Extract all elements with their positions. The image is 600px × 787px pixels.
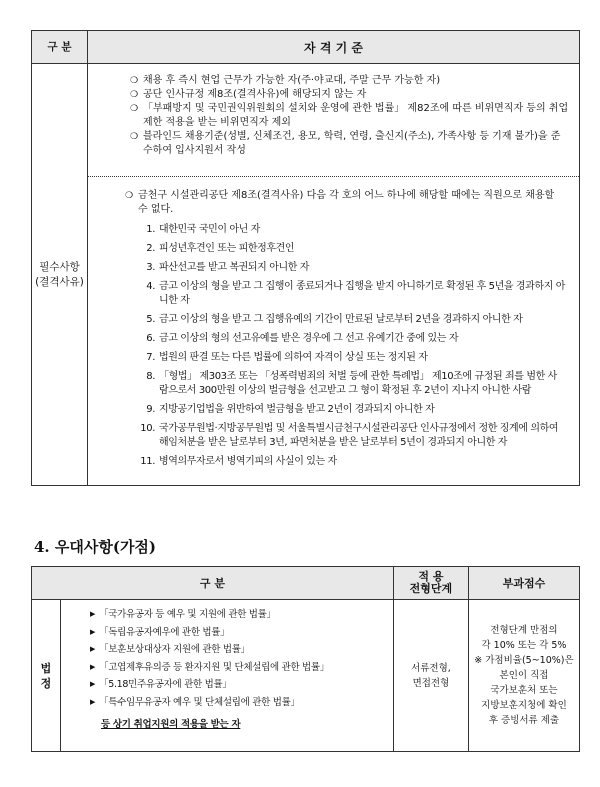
list-item: 6. 금고 이상의 형의 선고유예를 받은 경우에 그 선고 유예기간 중에 있는 자 [146, 333, 459, 344]
circle-bullet-icon: ❍ [130, 76, 139, 86]
triangle-bullet-icon: ▶ [90, 645, 96, 653]
header-stage [393, 567, 468, 600]
header-stage-line1: 적 용 [418, 570, 444, 583]
requirements-section [88, 64, 579, 177]
points-line: 지방보훈지청에 확인 [481, 700, 567, 711]
requirement-bullet: ❍ 채용 후 즉시 현업 근무가 가능한 자(주·야교대, 주말 근무 가능한 자) [130, 75, 441, 86]
header-criteria: 자 격 기 준 [88, 31, 580, 64]
header-category: 구 분 [32, 567, 394, 600]
row-label-line2: (결격사유) [35, 275, 84, 288]
row-label [32, 64, 88, 486]
list-item: 1. 대한민국 국민이 아닌 자 [146, 224, 260, 235]
list-item: 8. 「형법」 제303조 또는 「성폭력범죄의 처벌 등에 관한 특례법」 제10조에 규정된 죄를 범한 사람으로서 300만원 이상의 벌금형을 선고받고 그 형이 확정된 후 2년이 지나지 아니한 사람 [146, 371, 557, 396]
list-item: 11. 병역의무자로서 병역기피의 사실이 있는 자 [140, 456, 337, 467]
list-item: 3. 파산선고를 받고 복권되지 아니한 자 [146, 262, 310, 273]
list-item: 4. 금고 이상의 형을 받고 그 집행이 종료되거나 집행을 받지 아니하기로 확정된 후 5년을 경과하지 아니한 자 [146, 281, 566, 306]
header-stage-line2: 전형단계 [409, 582, 453, 595]
list-item: 2. 피성년후견인 또는 피한정후견인 [146, 243, 295, 254]
list-item: 9. 지방공기업법을 위반하여 벌금형을 받고 2년이 경과되지 아니한 자 [146, 404, 435, 415]
circle-bullet-icon: ❍ [130, 104, 139, 114]
points-line: 각 10% 또는 각 5% [481, 640, 567, 651]
circle-bullet-icon: ❍ [125, 191, 134, 201]
triangle-bullet-icon: ▶ [90, 610, 96, 618]
points-line: 국가보훈처 또는 [490, 685, 558, 696]
points-line: 후 증빙서류 제출 [488, 715, 560, 726]
list-item: ▶ 「독립유공자예우에 관한 법률」 [99, 624, 389, 642]
points-line: ※ 가점비율(5~10%)은 [474, 655, 574, 666]
triangle-bullet-icon: ▶ [90, 680, 96, 688]
points-line: 본인이 직접 [499, 670, 549, 681]
row-label-line1: 필수사항 [39, 260, 80, 273]
row-label-1: 법 [40, 661, 52, 675]
triangle-bullet-icon: ▶ [90, 662, 96, 671]
circle-bullet-icon: ❍ [130, 132, 139, 142]
list-item: 10. 국가공무원법·지방공무원법 및 서울특별시금천구시설관리공단 인사규정에서 정한 징계에 의하여 해임처분을 받은 날로부터 3년, 파면처분을 받은 날로부터 5년이 경과되지 아니한 자 [140, 423, 559, 448]
stage-line1: 서류전형, [411, 662, 451, 674]
triangle-bullet-icon: ▶ [90, 627, 96, 636]
list-item: ▶ 「국가유공자 등 예우 및 지원에 관한 법률」 [99, 606, 389, 624]
list-item: ▶ 「특수임무유공자 예우 및 단체설립에 관한 법률」 [99, 694, 389, 712]
section-4-title: 4. 우대사항(가점) [34, 538, 157, 556]
disqualification-intro: ❍ 금천구 시설관리공단 제8조(결격사유) 다음 각 호의 어느 하나에 해당할 때에는 직원으로 채용할 수 없다. [125, 190, 555, 215]
criteria-content [88, 64, 580, 486]
triangle-bullet-icon: ▶ [90, 697, 96, 706]
header-points: 부과점수 [468, 567, 579, 600]
list-item: ▶ 「고엽제후유의증 등 환자지원 및 단체설립에 관한 법률」 [99, 659, 389, 677]
qualification-table [31, 30, 580, 486]
points-cell [468, 600, 579, 752]
header-category: 구 분 [32, 31, 88, 64]
stage-line2: 면접전형 [412, 677, 450, 689]
list-item: ▶ 「보훈보상대상자 지원에 관한 법률」 [99, 641, 389, 659]
stage-cell [393, 600, 468, 752]
circle-bullet-icon: ❍ [130, 90, 139, 100]
disqualification-section [88, 177, 579, 485]
row-label-2: 정 [40, 676, 52, 690]
law-list [61, 600, 394, 752]
row-label [32, 600, 61, 752]
points-line: 전형단계 만점의 [490, 625, 558, 636]
requirement-bullet: ❍ 「부패방지 및 국민권익위원회의 설치와 운영에 관한 법률」 제82조에 따른 비위면직자 등의 취업제한 적용을 받는 비위면직자 제외 [130, 103, 569, 128]
preference-table [31, 566, 580, 752]
list-item: 5. 금고 이상의 형을 받고 그 집행유예의 기간이 만료된 날로부터 2년을 경과하지 아니한 자 [146, 314, 523, 325]
list-item: ▶ 「5.18민주유공자에 관한 법률」 [99, 676, 389, 694]
list-item: 7. 법원의 판결 또는 다른 법률에 의하여 자격이 상실 또는 정지된 자 [146, 352, 428, 363]
requirement-bullet: ❍ 블라인드 채용기준(성별, 신체조건, 용모, 학력, 연령, 출신지(주소), 가족사항 등 기재 불가)을 준수하여 입사지원서 작성 [130, 131, 561, 156]
law-summary: 등 상기 취업지원의 적용을 받는 자 [101, 719, 241, 730]
requirement-bullet: ❍ 공단 인사규정 제8조(결격사유)에 해당되지 않는 자 [130, 89, 367, 100]
